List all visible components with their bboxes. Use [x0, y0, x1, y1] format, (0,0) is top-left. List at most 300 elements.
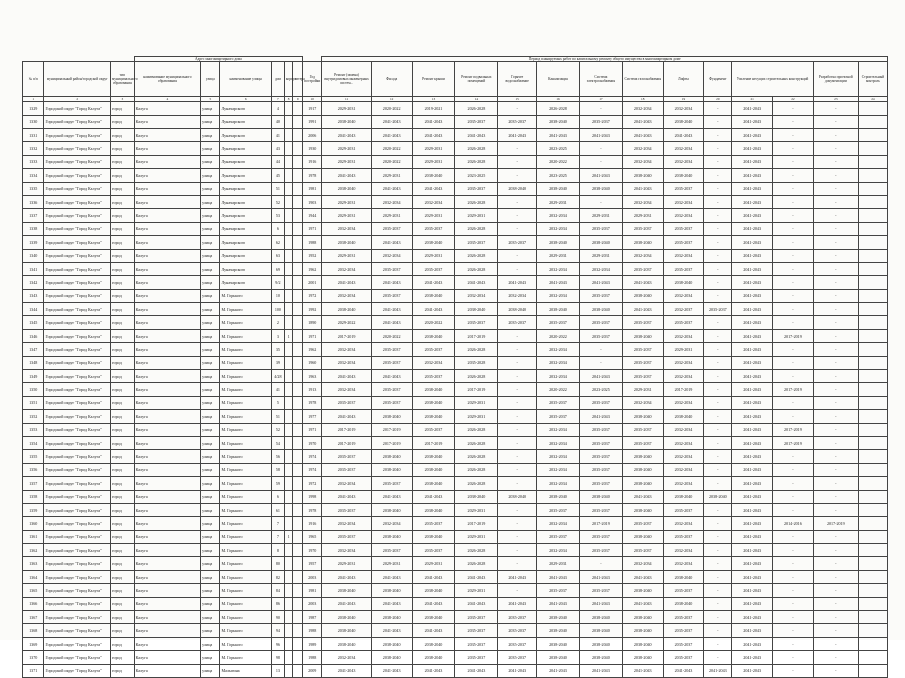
cell-n: 1351	[23, 396, 44, 409]
cell-period: -	[773, 236, 814, 249]
cell-empty	[858, 329, 887, 342]
cell-empty	[858, 584, 887, 597]
cell-period: -	[498, 410, 537, 423]
table-row	[23, 155, 888, 168]
column-header: наименование улицы	[220, 62, 272, 97]
cell-h: 4	[271, 102, 284, 115]
cell-m: Калуга	[134, 289, 201, 302]
cell-litera	[293, 450, 303, 463]
cell-period: 2035-2037	[537, 410, 580, 423]
cell-period: 2041-2043	[732, 530, 773, 543]
cell-m: Калуга	[134, 570, 201, 583]
cell-litera	[293, 396, 303, 409]
cell-period: -	[704, 115, 732, 128]
cell-period: -	[773, 169, 814, 182]
cell-litera	[293, 423, 303, 436]
cell-period: -	[704, 370, 732, 383]
cell-period: 2038-2040	[579, 611, 622, 624]
cell-period: -	[704, 557, 732, 570]
cell-litera	[293, 329, 303, 342]
cell-period: 2038-2040	[622, 329, 663, 342]
cell-t: город	[110, 517, 134, 530]
cell-empty	[858, 611, 887, 624]
cell-sn: М. Горького	[220, 611, 272, 624]
cell-period: -	[498, 356, 537, 369]
cell-t: город	[110, 370, 134, 383]
cell-period: 2035-2037	[579, 463, 622, 476]
cell-n: 1363	[23, 557, 44, 570]
cell-n: 1334	[23, 169, 44, 182]
cell-t: город	[110, 503, 134, 516]
cell-period: 2032-2034	[322, 544, 371, 557]
cell-litera	[293, 316, 303, 329]
cell-period: 2041-2043	[322, 410, 371, 423]
cell-sn: М. Горького	[220, 584, 272, 597]
cell-period: 2029-2031	[322, 102, 371, 115]
repair-schedule-table	[22, 56, 888, 678]
cell-period: 2026-2028	[455, 142, 498, 155]
cell-h: 6	[271, 222, 284, 235]
cell-litera	[293, 249, 303, 262]
cell-period: -	[813, 249, 858, 262]
cell-m: Калуга	[134, 584, 201, 597]
cell-period: 2032-2034	[663, 329, 704, 342]
cell-period: 2035-2037	[455, 624, 498, 637]
table-row	[23, 637, 888, 650]
cell-period: 2041-2043	[732, 289, 773, 302]
cell-period: -	[773, 182, 814, 195]
cell-period: 2029-2031	[412, 155, 455, 168]
cell-period: 2041-2043	[412, 115, 455, 128]
cell-period: 2019-2021	[412, 102, 455, 115]
table-row	[23, 450, 888, 463]
cell-litera	[293, 436, 303, 449]
cell-y: 1971	[303, 423, 322, 436]
cell-m: Калуга	[134, 557, 201, 570]
cell-period: -	[704, 102, 732, 115]
cell-t: город	[110, 343, 134, 356]
cell-period: 2038-2040	[412, 383, 455, 396]
cell-period: 2035-2037	[622, 356, 663, 369]
cell-period: 2035-2037	[663, 503, 704, 516]
cell-period: 2041-2043	[732, 303, 773, 316]
cell-n: 1350	[23, 383, 44, 396]
table-row	[23, 570, 888, 583]
cell-period: 2041-2043	[732, 477, 773, 490]
cell-s: улица	[201, 236, 220, 249]
table-row	[23, 169, 888, 182]
cell-k	[284, 557, 293, 570]
cell-period: 2035-2037	[322, 463, 371, 476]
cell-period: -	[704, 383, 732, 396]
cell-period: 2041-2043	[371, 303, 412, 316]
cell-m: Калуга	[134, 249, 201, 262]
cell-litera	[293, 169, 303, 182]
cell-n: 1366	[23, 597, 44, 610]
cell-h: 9/2	[271, 276, 284, 289]
column-header: Год постройки	[303, 62, 322, 97]
cell-empty	[858, 651, 887, 664]
cell-y: 1988	[303, 651, 322, 664]
cell-litera	[293, 236, 303, 249]
cell-period: -	[498, 262, 537, 275]
cell-d: Городской округ "Город Калуга"	[44, 222, 111, 235]
table-row	[23, 209, 888, 222]
cell-period: -	[773, 597, 814, 610]
cell-period: 2035-2037	[371, 262, 412, 275]
cell-period: 2026-2028	[455, 249, 498, 262]
cell-period: 2017-2019	[322, 436, 371, 449]
cell-y: 2001	[303, 276, 322, 289]
cell-d: Городской округ "Город Калуга"	[44, 637, 111, 650]
cell-period: -	[773, 530, 814, 543]
cell-litera	[293, 597, 303, 610]
cell-period: 2041-2043	[579, 664, 622, 677]
cell-sn: М. Горького	[220, 450, 272, 463]
cell-d: Городской округ "Город Калуга"	[44, 530, 111, 543]
cell-s: улица	[201, 477, 220, 490]
cell-y: 2003	[303, 597, 322, 610]
cell-m: Калуга	[134, 222, 201, 235]
cell-period: 2041-2043	[455, 597, 498, 610]
cell-s: улица	[201, 383, 220, 396]
cell-period: 2035-2037	[579, 396, 622, 409]
cell-period: 2041-2043	[732, 155, 773, 168]
cell-period: 2017-2019	[455, 517, 498, 530]
cell-period: 2041-2043	[322, 570, 371, 583]
cell-period: 2041-2043	[579, 276, 622, 289]
cell-k	[284, 436, 293, 449]
cell-t: город	[110, 262, 134, 275]
cell-period: 2023-2025	[579, 383, 622, 396]
cell-period: -	[704, 329, 732, 342]
cell-period: 2041-2043	[622, 303, 663, 316]
cell-d: Городской округ "Город Калуга"	[44, 343, 111, 356]
cell-m: Калуга	[134, 115, 201, 128]
cell-d: Городской округ "Город Калуга"	[44, 249, 111, 262]
cell-m: Калуга	[134, 182, 201, 195]
cell-s: улица	[201, 155, 220, 168]
cell-period: 2017-2019	[773, 329, 814, 342]
cell-s: улица	[201, 463, 220, 476]
cell-h: 90	[271, 611, 284, 624]
table-row	[23, 356, 888, 369]
cell-period: 2020-2022	[537, 383, 580, 396]
cell-sn: Луначарского	[220, 169, 272, 182]
cell-k	[284, 637, 293, 650]
cell-y: 1903	[303, 195, 322, 208]
cell-empty	[858, 383, 887, 396]
cell-y: 1981	[303, 182, 322, 195]
cell-period: 2038-2040	[622, 289, 663, 302]
cell-n: 1357	[23, 477, 44, 490]
cell-n: 1361	[23, 530, 44, 543]
cell-period: 2032-2034	[663, 423, 704, 436]
column-number: 21	[732, 97, 773, 102]
cell-period: 2041-2043	[322, 128, 371, 141]
cell-period: 2041-2043	[732, 195, 773, 208]
cell-n: 1335	[23, 182, 44, 195]
cell-y: 1916	[303, 517, 322, 530]
cell-period: 2038-2040	[622, 624, 663, 637]
cell-period: 2020-2022	[371, 155, 412, 168]
cell-period: 2041-2043	[579, 169, 622, 182]
cell-s: улица	[201, 423, 220, 436]
column-number: 1	[23, 97, 44, 102]
cell-k	[284, 597, 293, 610]
cell-m: Калуга	[134, 195, 201, 208]
cell-period: -	[773, 637, 814, 650]
cell-period: 2035-2037	[663, 611, 704, 624]
cell-h: 7	[271, 517, 284, 530]
cell-period: -	[704, 423, 732, 436]
cell-period: 2032-2034	[663, 142, 704, 155]
cell-period: 2041-2043	[622, 597, 663, 610]
cell-s: улица	[201, 530, 220, 543]
cell-t: город	[110, 155, 134, 168]
cell-litera	[293, 182, 303, 195]
cell-period: -	[498, 423, 537, 436]
cell-period: 2038-2040	[622, 530, 663, 543]
cell-period: 2038-2040	[622, 169, 663, 182]
cell-litera	[293, 276, 303, 289]
cell-litera	[293, 262, 303, 275]
cell-period: -	[813, 329, 858, 342]
cell-period: -	[498, 517, 537, 530]
cell-t: город	[110, 490, 134, 503]
cell-period: -	[813, 195, 858, 208]
cell-h: 13	[271, 664, 284, 677]
cell-k	[284, 209, 293, 222]
cell-period: 2023-2025	[537, 169, 580, 182]
cell-period: 2035-2037	[455, 115, 498, 128]
cell-empty	[858, 436, 887, 449]
cell-k	[284, 142, 293, 155]
cell-sn: М. Горького	[220, 370, 272, 383]
cell-period: 2038-2040	[537, 611, 580, 624]
cell-s: улица	[201, 490, 220, 503]
cell-sn: М. Горького	[220, 396, 272, 409]
cell-s: улица	[201, 222, 220, 235]
cell-y: 1965	[303, 530, 322, 543]
cell-period: 2041-2043	[371, 236, 412, 249]
cell-period: 2041-2043	[498, 276, 537, 289]
cell-m: Калуга	[134, 637, 201, 650]
cell-period: -	[813, 182, 858, 195]
cell-period: 2041-2043	[455, 276, 498, 289]
cell-period: -	[704, 128, 732, 141]
column-number: 6	[220, 97, 272, 102]
cell-period: 2041-2043	[322, 664, 371, 677]
cell-d: Городской округ "Город Калуга"	[44, 276, 111, 289]
cell-period: 2038-2040	[622, 477, 663, 490]
cell-y: 1988	[303, 236, 322, 249]
cell-d: Городской округ "Город Калуга"	[44, 115, 111, 128]
cell-period: 2035-2037	[579, 222, 622, 235]
cell-empty	[858, 517, 887, 530]
cell-period: 2032-2034	[663, 356, 704, 369]
cell-period: 2041-2043	[371, 182, 412, 195]
cell-period: 2035-2037	[498, 115, 537, 128]
column-header: Горячее водоснабжение	[498, 62, 537, 97]
cell-sn: Луначарского	[220, 249, 272, 262]
column-header: Ремонт (замена) внутридомовых инженерных систем...	[322, 62, 371, 97]
cell-period: 2032-2034	[579, 262, 622, 275]
cell-sn: Луначарского	[220, 182, 272, 195]
cell-period: 2038-2040	[371, 503, 412, 516]
cell-empty	[858, 530, 887, 543]
cell-y: 2009	[303, 664, 322, 677]
cell-t: город	[110, 664, 134, 677]
cell-k	[284, 115, 293, 128]
cell-period: 2041-2043	[322, 370, 371, 383]
cell-period: 2029-2031	[322, 142, 371, 155]
cell-period: -	[813, 463, 858, 476]
cell-period: 2032-2034	[622, 195, 663, 208]
cell-period: 2032-2034	[537, 450, 580, 463]
cell-period: -	[704, 477, 732, 490]
cell-empty	[858, 182, 887, 195]
cell-empty	[858, 544, 887, 557]
cell-litera	[293, 490, 303, 503]
cell-litera	[293, 570, 303, 583]
cell-period: 2026-2028	[455, 370, 498, 383]
cell-sn: М. Горького	[220, 557, 272, 570]
cell-m: Калуга	[134, 329, 201, 342]
cell-period: 2032-2034	[537, 477, 580, 490]
column-number: 11	[322, 97, 371, 102]
cell-period: 2032-2034	[537, 423, 580, 436]
cell-d: Городской округ "Город Калуга"	[44, 423, 111, 436]
table-row	[23, 557, 888, 570]
cell-period: 2032-2034	[537, 262, 580, 275]
cell-h: 61	[271, 503, 284, 516]
table-row	[23, 195, 888, 208]
cell-k: 1	[284, 530, 293, 543]
cell-period: 2038-2040	[371, 410, 412, 423]
cell-k	[284, 651, 293, 664]
cell-period: 2041-2043	[732, 249, 773, 262]
cell-litera	[293, 370, 303, 383]
cell-period: 2032-2034	[663, 195, 704, 208]
cell-h: 5	[271, 396, 284, 409]
cell-period: 2041-2043	[371, 490, 412, 503]
cell-period: -	[813, 343, 858, 356]
cell-period: -	[773, 343, 814, 356]
cell-period: 2035-2037	[498, 316, 537, 329]
cell-period: 2029-2031	[412, 557, 455, 570]
cell-period: 2041-2043	[732, 169, 773, 182]
table-row	[23, 490, 888, 503]
table-row	[23, 102, 888, 115]
cell-period: 2038-2040	[412, 169, 455, 182]
cell-y: 1987	[303, 611, 322, 624]
cell-k	[284, 128, 293, 141]
cell-period: 2026-2028	[455, 436, 498, 449]
table-row	[23, 611, 888, 624]
cell-period: -	[773, 664, 814, 677]
cell-period: 2038-2040	[371, 463, 412, 476]
cell-period: 2041-2043	[579, 570, 622, 583]
cell-h: 51	[271, 182, 284, 195]
cell-period: 2035-2037	[663, 316, 704, 329]
cell-m: Калуга	[134, 262, 201, 275]
cell-period: -	[704, 611, 732, 624]
cell-k	[284, 102, 293, 115]
cell-sn: М. Горького	[220, 517, 272, 530]
table-row	[23, 276, 888, 289]
cell-period: 2041-2043	[579, 410, 622, 423]
cell-m: Калуга	[134, 490, 201, 503]
cell-n: 1330	[23, 115, 44, 128]
cell-period: -	[813, 222, 858, 235]
cell-period: 2038-2040	[371, 637, 412, 650]
cell-sn: М. Горького	[220, 423, 272, 436]
cell-h: 58	[271, 463, 284, 476]
cell-k	[284, 276, 293, 289]
column-header: муниципальный район/городской округ	[44, 62, 111, 97]
cell-h: 86	[271, 597, 284, 610]
cell-period: -	[704, 517, 732, 530]
cell-period: 2038-2040	[663, 410, 704, 423]
cell-period: 2041-2043	[412, 128, 455, 141]
cell-period: 2038-2040	[498, 490, 537, 503]
cell-sn: М. Горького	[220, 624, 272, 637]
cell-t: город	[110, 316, 134, 329]
cell-period: 2014-2016	[773, 517, 814, 530]
cell-period: -	[704, 597, 732, 610]
cell-period: 2035-2037	[322, 503, 371, 516]
cell-period: 2038-2040	[322, 182, 371, 195]
cell-m: Калуга	[134, 624, 201, 637]
cell-period: 2029-2031	[622, 209, 663, 222]
cell-n: 1360	[23, 517, 44, 530]
cell-empty	[858, 303, 887, 316]
cell-period: 2035-2037	[371, 396, 412, 409]
cell-period: -	[813, 289, 858, 302]
cell-s: улица	[201, 517, 220, 530]
cell-period: 2038-2040	[412, 236, 455, 249]
column-number: 7	[271, 97, 284, 102]
cell-h: 2	[271, 316, 284, 329]
cell-period: 2041-2043	[732, 115, 773, 128]
cell-y: 1890	[303, 316, 322, 329]
cell-d: Городской округ "Город Калуга"	[44, 182, 111, 195]
cell-t: город	[110, 182, 134, 195]
cell-d: Городской округ "Город Калуга"	[44, 370, 111, 383]
cell-litera	[293, 115, 303, 128]
cell-period: -	[773, 142, 814, 155]
cell-period: 2035-2037	[455, 182, 498, 195]
cell-litera	[293, 463, 303, 476]
cell-period: 2038-2040	[412, 477, 455, 490]
cell-y: 1962	[303, 343, 322, 356]
cell-period: 2026-2028	[455, 450, 498, 463]
cell-k	[284, 664, 293, 677]
cell-sn: М. Горького	[220, 490, 272, 503]
cell-period: 2041-2043	[371, 597, 412, 610]
cell-period: -	[773, 611, 814, 624]
cell-period: 2032-2034	[371, 249, 412, 262]
cell-t: город	[110, 222, 134, 235]
cell-period: 2041-2043	[455, 664, 498, 677]
cell-period: 2029-2022	[322, 316, 371, 329]
cell-n: 1337	[23, 209, 44, 222]
cell-period: 2035-2037	[704, 303, 732, 316]
cell-n: 1370	[23, 651, 44, 664]
cell-period: -	[813, 544, 858, 557]
cell-period: -	[704, 410, 732, 423]
